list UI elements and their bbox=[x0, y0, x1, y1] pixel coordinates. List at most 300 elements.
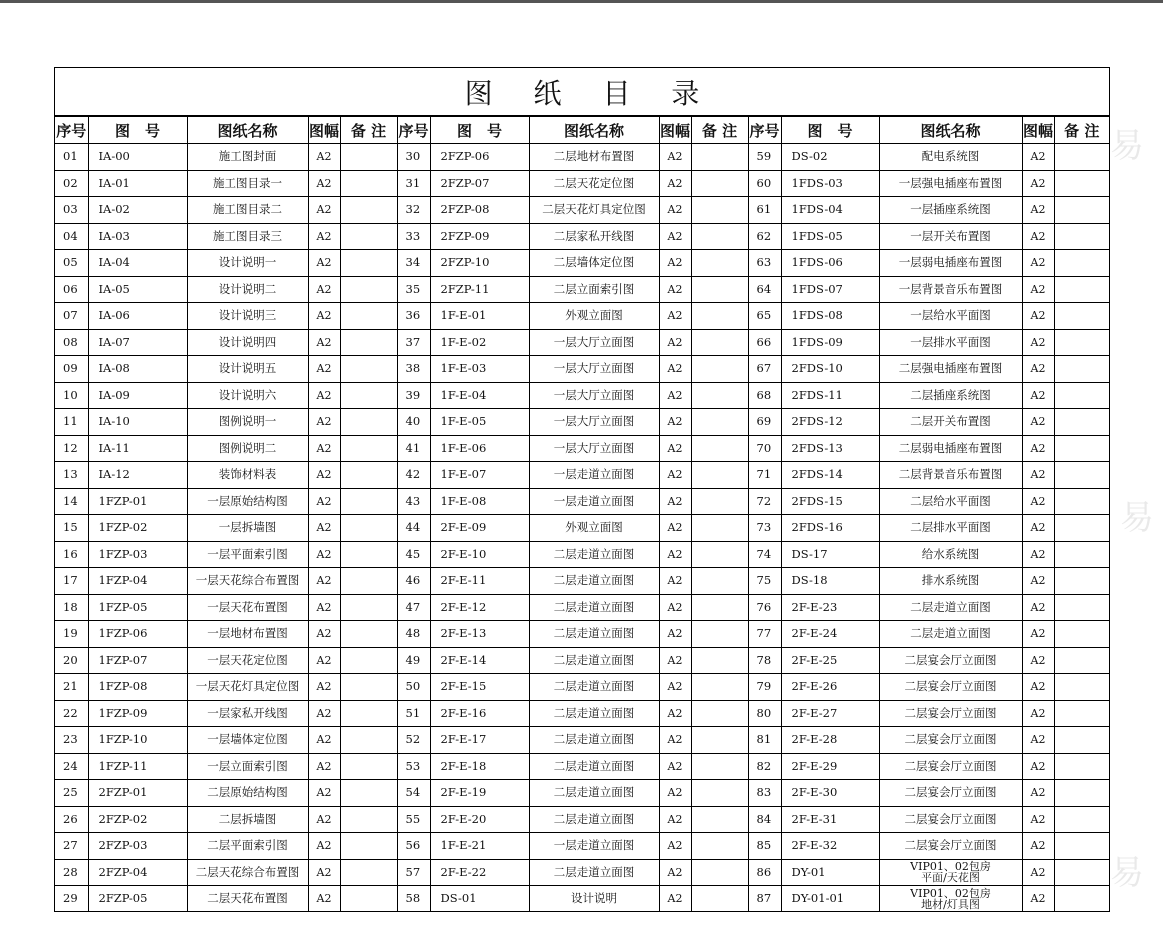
cell-name: 设计说明一 bbox=[187, 250, 308, 277]
cell-name: 一层开关布置图 bbox=[879, 223, 1022, 250]
cell-code: 2FZP-03 bbox=[88, 833, 187, 860]
cell-code: IA-11 bbox=[88, 435, 187, 462]
cell-note bbox=[1054, 223, 1109, 250]
cell-code: 2F-E-12 bbox=[430, 594, 529, 621]
cell-size: A2 bbox=[659, 674, 691, 701]
table-row bbox=[55, 859, 1109, 886]
cell-size: A2 bbox=[308, 806, 340, 833]
cell-name: 二层走道立面图 bbox=[529, 806, 659, 833]
cell-note bbox=[691, 223, 748, 250]
cell-size: A2 bbox=[659, 833, 691, 860]
cell-code: 1F-E-05 bbox=[430, 409, 529, 436]
cell-name: 一层立面索引图 bbox=[187, 753, 308, 780]
cell-size: A2 bbox=[308, 223, 340, 250]
cell-name: 一层走道立面图 bbox=[529, 833, 659, 860]
cell-note bbox=[340, 700, 397, 727]
cell-note bbox=[1054, 382, 1109, 409]
cell-no: 46 bbox=[397, 568, 430, 595]
header-note: 备 注 bbox=[1054, 117, 1109, 144]
cell-note bbox=[691, 541, 748, 568]
cell-size: A2 bbox=[1022, 329, 1054, 356]
cell-no: 49 bbox=[397, 647, 430, 674]
cell-code: DY-01 bbox=[781, 859, 879, 886]
cell-code: IA-12 bbox=[88, 462, 187, 489]
cell-code: 2F-E-18 bbox=[430, 753, 529, 780]
table-body bbox=[55, 144, 1109, 912]
cell-note bbox=[340, 462, 397, 489]
cell-no: 38 bbox=[397, 356, 430, 383]
cell-note bbox=[691, 329, 748, 356]
cell-name: 一层强电插座布置图 bbox=[879, 170, 1022, 197]
cell-size: A2 bbox=[1022, 144, 1054, 171]
cell-code: 2F-E-19 bbox=[430, 780, 529, 807]
table-row bbox=[55, 647, 1109, 674]
cell-name: 二层宴会厅立面图 bbox=[879, 674, 1022, 701]
table-row bbox=[55, 594, 1109, 621]
cell-note bbox=[691, 435, 748, 462]
header-code: 图 号 bbox=[781, 117, 879, 144]
cell-code: 2FDS-10 bbox=[781, 356, 879, 383]
cell-name: 二层插座系统图 bbox=[879, 382, 1022, 409]
cell-name: 设计说明六 bbox=[187, 382, 308, 409]
table-row bbox=[55, 250, 1109, 277]
cell-note bbox=[691, 144, 748, 171]
cell-code: 2F-E-32 bbox=[781, 833, 879, 860]
cell-name: 二层天花定位图 bbox=[529, 170, 659, 197]
cell-size: A2 bbox=[1022, 780, 1054, 807]
cell-no: 39 bbox=[397, 382, 430, 409]
cell-code: 1FZP-01 bbox=[88, 488, 187, 515]
cell-no: 07 bbox=[55, 303, 88, 330]
cell-size: A2 bbox=[659, 700, 691, 727]
cell-name: 一层走道立面图 bbox=[529, 462, 659, 489]
cell-name: VIP01、02包房 地材/灯具图 bbox=[879, 886, 1022, 912]
cell-code: IA-09 bbox=[88, 382, 187, 409]
cell-code: 2FDS-15 bbox=[781, 488, 879, 515]
table-row bbox=[55, 276, 1109, 303]
cell-code: IA-06 bbox=[88, 303, 187, 330]
cell-note bbox=[340, 647, 397, 674]
cell-note bbox=[340, 859, 397, 886]
cell-size: A2 bbox=[1022, 276, 1054, 303]
cell-size: A2 bbox=[659, 462, 691, 489]
cell-name: 二层立面索引图 bbox=[529, 276, 659, 303]
cell-no: 31 bbox=[397, 170, 430, 197]
cell-name: 设计说明五 bbox=[187, 356, 308, 383]
header-size: 图幅 bbox=[308, 117, 340, 144]
cell-code: 2FZP-06 bbox=[430, 144, 529, 171]
cell-code: 1F-E-03 bbox=[430, 356, 529, 383]
cell-name: 二层天花灯具定位图 bbox=[529, 197, 659, 224]
table-row bbox=[55, 144, 1109, 171]
cell-name: 二层宴会厅立面图 bbox=[879, 647, 1022, 674]
header-code: 图 号 bbox=[430, 117, 529, 144]
cell-note bbox=[1054, 621, 1109, 648]
table-header-row bbox=[55, 117, 1109, 144]
cell-name: 一层家私开线图 bbox=[187, 700, 308, 727]
cell-size: A2 bbox=[659, 727, 691, 754]
cell-name: 二层背景音乐布置图 bbox=[879, 462, 1022, 489]
header-no: 序号 bbox=[55, 117, 88, 144]
cell-code: 1F-E-07 bbox=[430, 462, 529, 489]
table-row bbox=[55, 462, 1109, 489]
header-note: 备 注 bbox=[691, 117, 748, 144]
cell-code: 2F-E-15 bbox=[430, 674, 529, 701]
cell-name: 二层走道立面图 bbox=[529, 621, 659, 648]
cell-size: A2 bbox=[659, 541, 691, 568]
cell-note bbox=[691, 647, 748, 674]
cell-size: A2 bbox=[659, 435, 691, 462]
cell-no: 33 bbox=[397, 223, 430, 250]
cell-name: 二层走道立面图 bbox=[529, 753, 659, 780]
cell-name: 二层拆墙图 bbox=[187, 806, 308, 833]
table-row bbox=[55, 674, 1109, 701]
cell-code: DS-02 bbox=[781, 144, 879, 171]
cell-name: 施工图目录三 bbox=[187, 223, 308, 250]
cell-code: 2FDS-16 bbox=[781, 515, 879, 542]
cell-no: 52 bbox=[397, 727, 430, 754]
cell-name: 二层宴会厅立面图 bbox=[879, 753, 1022, 780]
cell-name: 一层地材布置图 bbox=[187, 621, 308, 648]
cell-name: 二层走道立面图 bbox=[529, 541, 659, 568]
cell-code: 1FDS-04 bbox=[781, 197, 879, 224]
cell-note bbox=[340, 329, 397, 356]
cell-code: 2FZP-04 bbox=[88, 859, 187, 886]
cell-code: 2FZP-08 bbox=[430, 197, 529, 224]
cell-no: 24 bbox=[55, 753, 88, 780]
cell-no: 84 bbox=[748, 806, 781, 833]
cell-no: 65 bbox=[748, 303, 781, 330]
cell-code: 2FZP-11 bbox=[430, 276, 529, 303]
cell-name: 二层走道立面图 bbox=[529, 727, 659, 754]
cell-no: 22 bbox=[55, 700, 88, 727]
cell-size: A2 bbox=[659, 488, 691, 515]
cell-no: 85 bbox=[748, 833, 781, 860]
cell-note bbox=[691, 356, 748, 383]
cell-no: 64 bbox=[748, 276, 781, 303]
cell-code: 1FZP-06 bbox=[88, 621, 187, 648]
cell-note bbox=[691, 197, 748, 224]
cell-size: A2 bbox=[1022, 515, 1054, 542]
cell-code: IA-10 bbox=[88, 409, 187, 436]
cell-code: 1FDS-05 bbox=[781, 223, 879, 250]
cell-note bbox=[340, 250, 397, 277]
cell-no: 54 bbox=[397, 780, 430, 807]
cell-size: A2 bbox=[1022, 435, 1054, 462]
cell-size: A2 bbox=[659, 144, 691, 171]
cell-note bbox=[691, 382, 748, 409]
cell-note bbox=[691, 462, 748, 489]
cell-size: A2 bbox=[659, 859, 691, 886]
cell-name: 设计说明 bbox=[529, 886, 659, 912]
cell-code: 1F-E-01 bbox=[430, 303, 529, 330]
cell-no: 76 bbox=[748, 594, 781, 621]
cell-code: DS-01 bbox=[430, 886, 529, 912]
cell-size: A2 bbox=[308, 753, 340, 780]
cell-name: 施工图封面 bbox=[187, 144, 308, 171]
cell-name: 一层背景音乐布置图 bbox=[879, 276, 1022, 303]
cell-no: 56 bbox=[397, 833, 430, 860]
cell-note bbox=[1054, 144, 1109, 171]
cell-name: 装饰材料表 bbox=[187, 462, 308, 489]
cell-no: 35 bbox=[397, 276, 430, 303]
cell-name: 二层宴会厅立面图 bbox=[879, 700, 1022, 727]
cell-name: 外观立面图 bbox=[529, 515, 659, 542]
cell-no: 44 bbox=[397, 515, 430, 542]
cell-note bbox=[1054, 409, 1109, 436]
cell-note bbox=[340, 144, 397, 171]
table-row bbox=[55, 780, 1109, 807]
cell-code: 2F-E-30 bbox=[781, 780, 879, 807]
table-row bbox=[55, 568, 1109, 595]
cell-code: IA-03 bbox=[88, 223, 187, 250]
cell-code: 2FDS-14 bbox=[781, 462, 879, 489]
cell-no: 37 bbox=[397, 329, 430, 356]
cell-no: 74 bbox=[748, 541, 781, 568]
table-row bbox=[55, 700, 1109, 727]
cell-no: 01 bbox=[55, 144, 88, 171]
cell-name: 二层平面索引图 bbox=[187, 833, 308, 860]
cell-note bbox=[691, 780, 748, 807]
cell-code: 1FZP-07 bbox=[88, 647, 187, 674]
cell-name: 给水系统图 bbox=[879, 541, 1022, 568]
cell-name: 二层弱电插座布置图 bbox=[879, 435, 1022, 462]
cell-note bbox=[1054, 197, 1109, 224]
cell-name: VIP01、02包房 平面/天花图 bbox=[879, 859, 1022, 886]
cell-note bbox=[691, 806, 748, 833]
cell-name: 外观立面图 bbox=[529, 303, 659, 330]
cell-no: 71 bbox=[748, 462, 781, 489]
cell-code: 2F-E-16 bbox=[430, 700, 529, 727]
cell-name: 二层宴会厅立面图 bbox=[879, 806, 1022, 833]
cell-size: A2 bbox=[308, 541, 340, 568]
cell-code: 2F-E-20 bbox=[430, 806, 529, 833]
table-row bbox=[55, 833, 1109, 860]
cell-name: 二层地材布置图 bbox=[529, 144, 659, 171]
cell-size: A2 bbox=[308, 833, 340, 860]
cell-note bbox=[340, 886, 397, 912]
cell-size: A2 bbox=[659, 594, 691, 621]
sheet-title: 图 纸 目 录 bbox=[55, 68, 1109, 116]
cell-size: A2 bbox=[308, 780, 340, 807]
cell-note bbox=[340, 223, 397, 250]
cell-size: A2 bbox=[659, 197, 691, 224]
cell-no: 78 bbox=[748, 647, 781, 674]
cell-name: 配电系统图 bbox=[879, 144, 1022, 171]
cell-note bbox=[340, 541, 397, 568]
cell-size: A2 bbox=[1022, 541, 1054, 568]
cell-code: 1FDS-06 bbox=[781, 250, 879, 277]
cell-no: 23 bbox=[55, 727, 88, 754]
cell-note bbox=[340, 356, 397, 383]
cell-code: 1FZP-05 bbox=[88, 594, 187, 621]
cell-note bbox=[1054, 250, 1109, 277]
cell-size: A2 bbox=[1022, 382, 1054, 409]
table-row bbox=[55, 806, 1109, 833]
cell-code: 1F-E-08 bbox=[430, 488, 529, 515]
cell-size: A2 bbox=[659, 515, 691, 542]
cell-note bbox=[691, 700, 748, 727]
cell-code: 2FZP-07 bbox=[430, 170, 529, 197]
cell-code: 2F-E-17 bbox=[430, 727, 529, 754]
cell-no: 34 bbox=[397, 250, 430, 277]
cell-size: A2 bbox=[1022, 462, 1054, 489]
cell-name: 二层原始结构图 bbox=[187, 780, 308, 807]
cell-size: A2 bbox=[1022, 700, 1054, 727]
cell-name: 二层走道立面图 bbox=[529, 674, 659, 701]
cell-no: 32 bbox=[397, 197, 430, 224]
cell-name: 一层大厅立面图 bbox=[529, 382, 659, 409]
cell-code: 2F-E-25 bbox=[781, 647, 879, 674]
cell-note bbox=[1054, 753, 1109, 780]
cell-note bbox=[340, 806, 397, 833]
cell-note bbox=[691, 488, 748, 515]
cell-size: A2 bbox=[308, 859, 340, 886]
cell-no: 20 bbox=[55, 647, 88, 674]
cell-note bbox=[340, 276, 397, 303]
cell-no: 17 bbox=[55, 568, 88, 595]
cell-note bbox=[1054, 276, 1109, 303]
cell-size: A2 bbox=[1022, 647, 1054, 674]
cell-size: A2 bbox=[659, 568, 691, 595]
cell-size: A2 bbox=[1022, 621, 1054, 648]
cell-no: 61 bbox=[748, 197, 781, 224]
cell-name: 设计说明二 bbox=[187, 276, 308, 303]
cell-code: 2FZP-02 bbox=[88, 806, 187, 833]
cell-note bbox=[1054, 462, 1109, 489]
table-row bbox=[55, 409, 1109, 436]
cell-size: A2 bbox=[308, 488, 340, 515]
cell-no: 27 bbox=[55, 833, 88, 860]
cell-note bbox=[340, 833, 397, 860]
cell-note bbox=[691, 674, 748, 701]
cell-code: 2FDS-11 bbox=[781, 382, 879, 409]
cell-no: 30 bbox=[397, 144, 430, 171]
cell-note bbox=[1054, 674, 1109, 701]
table-row bbox=[55, 435, 1109, 462]
cell-note bbox=[340, 727, 397, 754]
table-row bbox=[55, 753, 1109, 780]
cell-no: 82 bbox=[748, 753, 781, 780]
cell-note bbox=[340, 568, 397, 595]
cell-note bbox=[1054, 541, 1109, 568]
cell-no: 42 bbox=[397, 462, 430, 489]
cell-no: 47 bbox=[397, 594, 430, 621]
cell-size: A2 bbox=[308, 462, 340, 489]
table-row bbox=[55, 727, 1109, 754]
cell-code: 2F-E-27 bbox=[781, 700, 879, 727]
header-name: 图纸名称 bbox=[529, 117, 659, 144]
cell-name: 一层走道立面图 bbox=[529, 488, 659, 515]
cell-note bbox=[1054, 594, 1109, 621]
header-size: 图幅 bbox=[659, 117, 691, 144]
cell-no: 83 bbox=[748, 780, 781, 807]
cell-code: 2F-E-13 bbox=[430, 621, 529, 648]
cell-name: 一层原始结构图 bbox=[187, 488, 308, 515]
cell-name: 二层给水平面图 bbox=[879, 488, 1022, 515]
cell-code: 2F-E-14 bbox=[430, 647, 529, 674]
header-code: 图 号 bbox=[88, 117, 187, 144]
cell-name: 二层强电插座布置图 bbox=[879, 356, 1022, 383]
cell-no: 62 bbox=[748, 223, 781, 250]
table-row bbox=[55, 197, 1109, 224]
cell-size: A2 bbox=[308, 276, 340, 303]
cell-note bbox=[691, 594, 748, 621]
cell-size: A2 bbox=[659, 303, 691, 330]
cell-note bbox=[340, 303, 397, 330]
cell-code: 1FZP-02 bbox=[88, 515, 187, 542]
cell-no: 63 bbox=[748, 250, 781, 277]
cell-name: 一层大厅立面图 bbox=[529, 329, 659, 356]
cell-note bbox=[1054, 833, 1109, 860]
cell-code: IA-05 bbox=[88, 276, 187, 303]
cell-name: 二层天花综合布置图 bbox=[187, 859, 308, 886]
cell-size: A2 bbox=[659, 753, 691, 780]
cell-size: A2 bbox=[659, 223, 691, 250]
cell-size: A2 bbox=[659, 329, 691, 356]
cell-no: 41 bbox=[397, 435, 430, 462]
cell-name: 二层宴会厅立面图 bbox=[879, 833, 1022, 860]
cell-code: IA-00 bbox=[88, 144, 187, 171]
cell-no: 08 bbox=[55, 329, 88, 356]
cell-name: 二层开关布置图 bbox=[879, 409, 1022, 436]
cell-no: 58 bbox=[397, 886, 430, 912]
cell-name: 二层走道立面图 bbox=[529, 594, 659, 621]
cell-name: 一层天花综合布置图 bbox=[187, 568, 308, 595]
cell-size: A2 bbox=[659, 170, 691, 197]
cell-size: A2 bbox=[308, 170, 340, 197]
cell-no: 75 bbox=[748, 568, 781, 595]
cell-size: A2 bbox=[659, 382, 691, 409]
cell-note bbox=[1054, 329, 1109, 356]
cell-name: 排水系统图 bbox=[879, 568, 1022, 595]
cell-size: A2 bbox=[1022, 833, 1054, 860]
cell-code: 1FZP-04 bbox=[88, 568, 187, 595]
cell-name: 二层天花布置图 bbox=[187, 886, 308, 912]
cell-code: IA-07 bbox=[88, 329, 187, 356]
cell-name: 一层天花灯具定位图 bbox=[187, 674, 308, 701]
cell-no: 36 bbox=[397, 303, 430, 330]
cell-no: 12 bbox=[55, 435, 88, 462]
cell-code: IA-02 bbox=[88, 197, 187, 224]
cell-note bbox=[340, 780, 397, 807]
cell-note bbox=[691, 250, 748, 277]
header-note: 备 注 bbox=[340, 117, 397, 144]
cell-code: 2FZP-01 bbox=[88, 780, 187, 807]
cell-no: 86 bbox=[748, 859, 781, 886]
cell-name: 设计说明四 bbox=[187, 329, 308, 356]
cell-no: 57 bbox=[397, 859, 430, 886]
cell-code: IA-04 bbox=[88, 250, 187, 277]
cell-name: 一层大厅立面图 bbox=[529, 409, 659, 436]
cell-size: A2 bbox=[659, 886, 691, 912]
cell-size: A2 bbox=[1022, 170, 1054, 197]
cell-size: A2 bbox=[1022, 859, 1054, 886]
watermark-mark: 易 bbox=[1110, 853, 1144, 893]
cell-note bbox=[340, 594, 397, 621]
cell-note bbox=[340, 674, 397, 701]
cell-size: A2 bbox=[308, 621, 340, 648]
cell-note bbox=[691, 886, 748, 912]
cell-size: A2 bbox=[1022, 197, 1054, 224]
cell-size: A2 bbox=[659, 356, 691, 383]
cell-note bbox=[1054, 303, 1109, 330]
cell-code: DS-17 bbox=[781, 541, 879, 568]
cell-code: DS-18 bbox=[781, 568, 879, 595]
cell-size: A2 bbox=[308, 144, 340, 171]
cell-note bbox=[691, 621, 748, 648]
cell-note bbox=[691, 753, 748, 780]
